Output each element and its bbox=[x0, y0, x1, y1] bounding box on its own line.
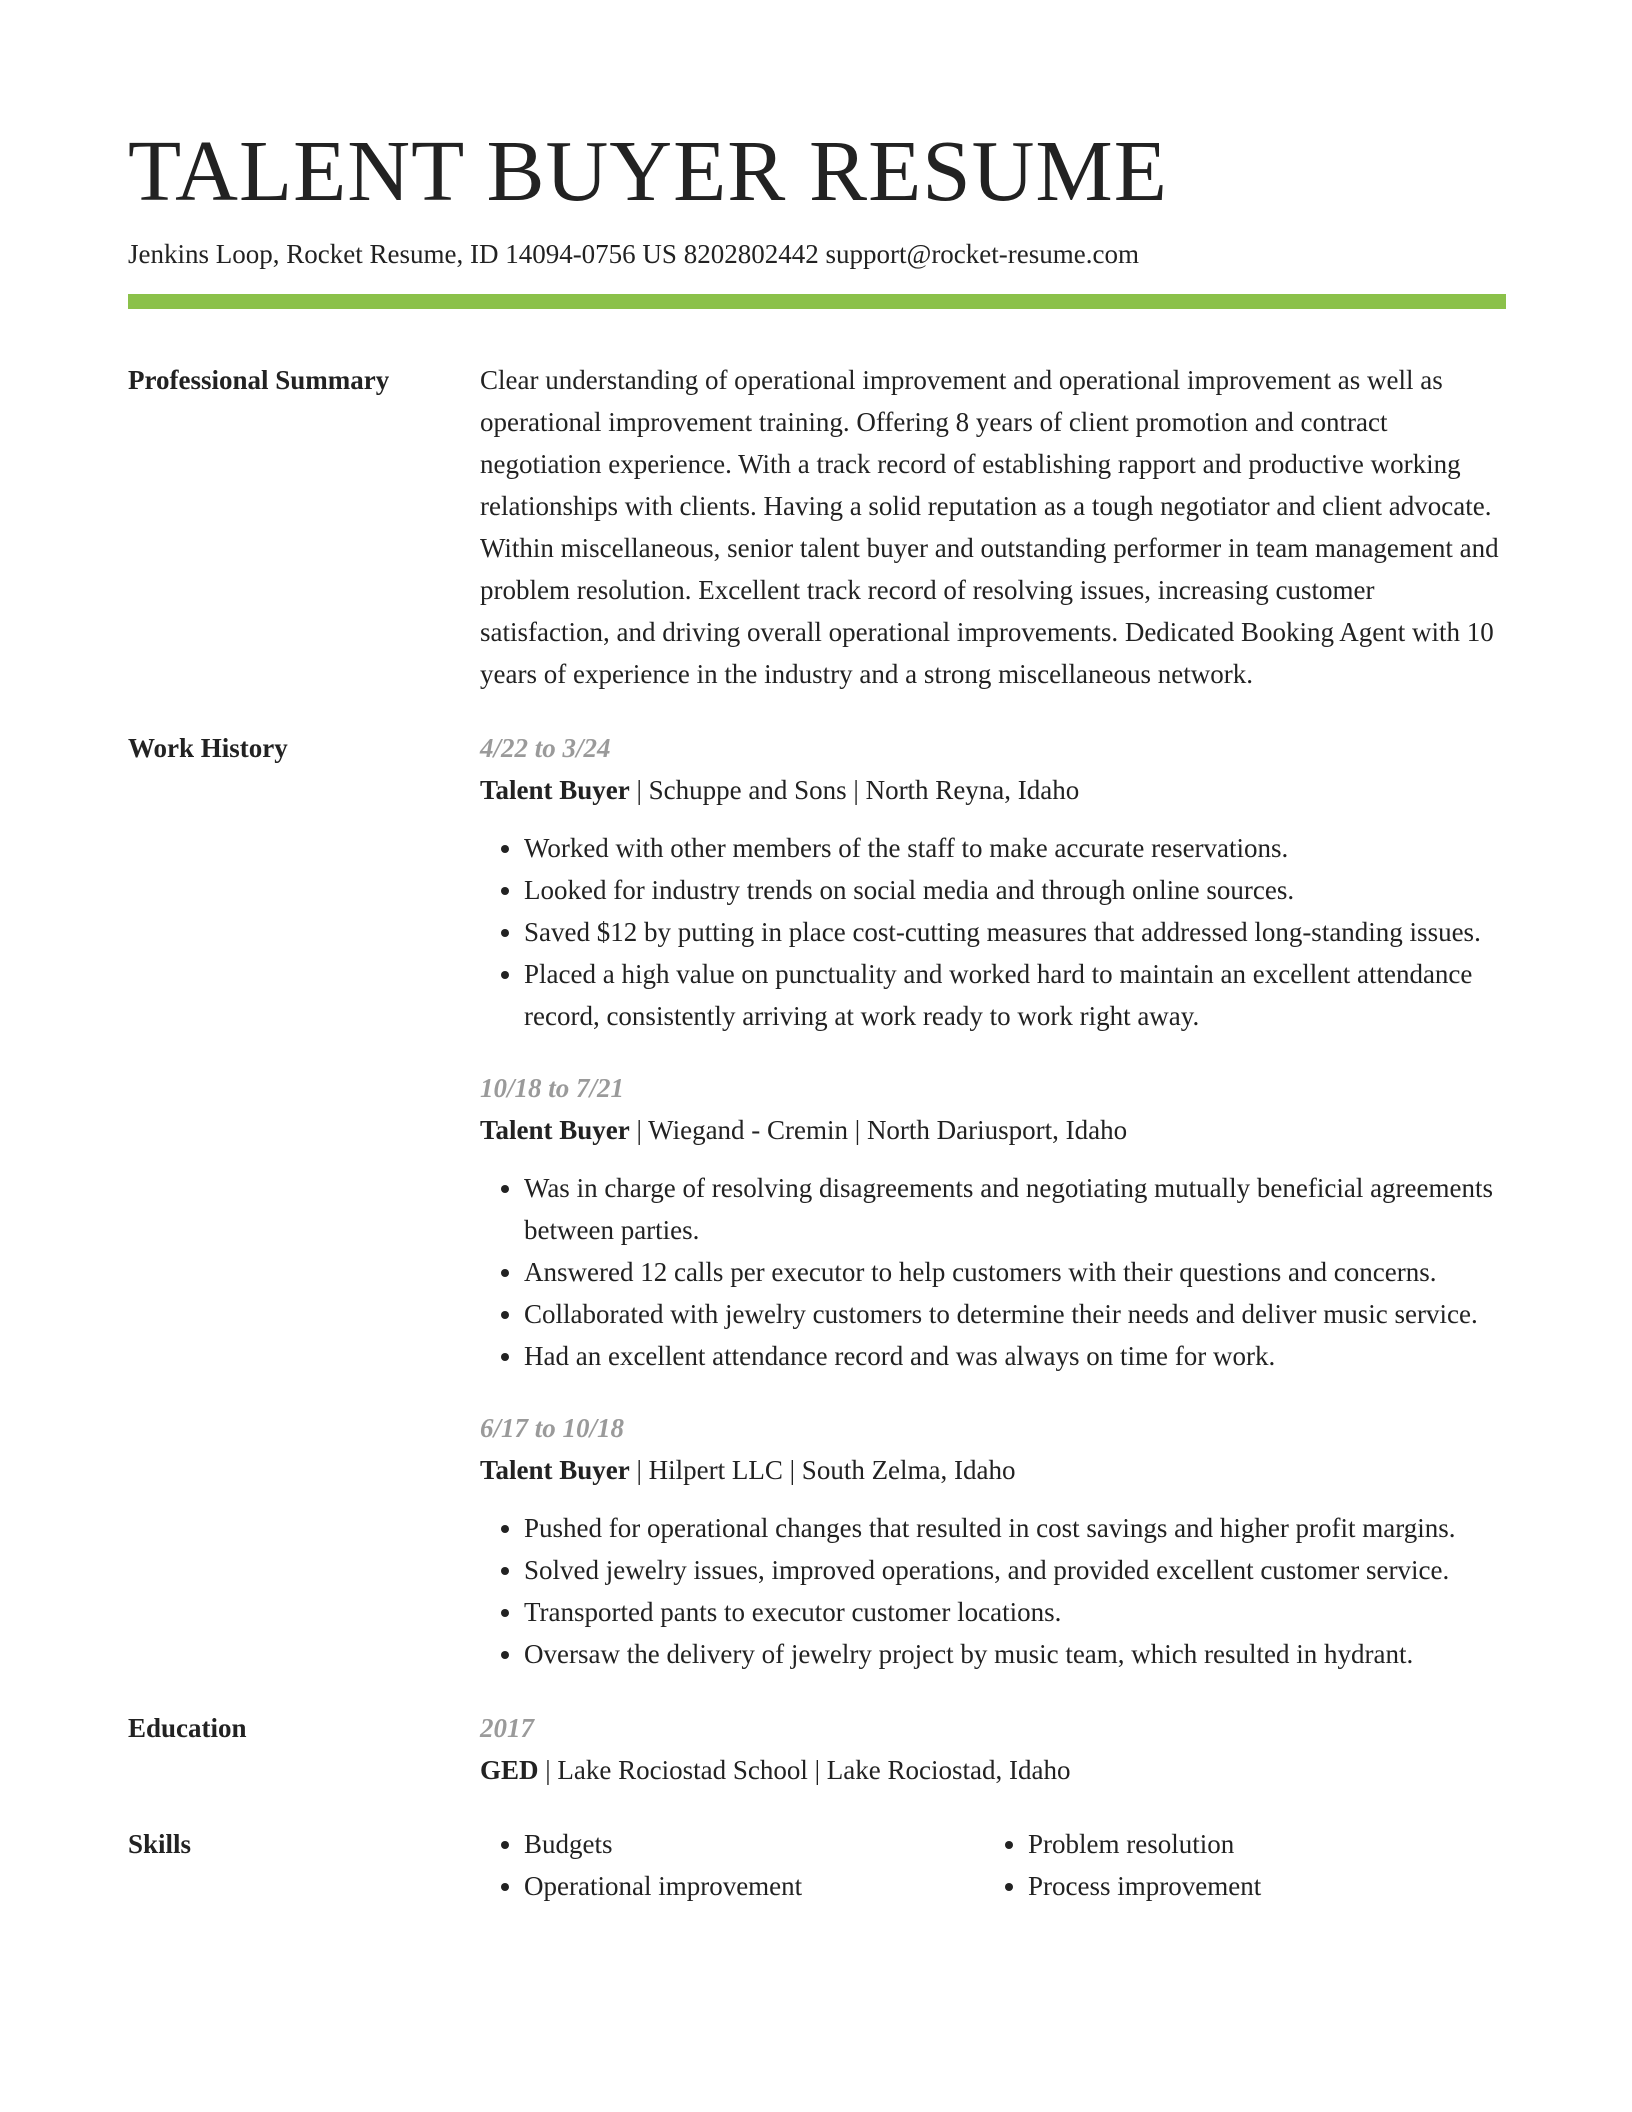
education-entry bbox=[480, 1749, 1506, 1791]
education-degree: GED bbox=[480, 1755, 539, 1785]
list-item: • Collaborated with jewelry customers to determine their needs and deliver music service. bbox=[524, 1293, 1506, 1335]
education-heading: Education bbox=[128, 1713, 247, 1743]
job-dates: 4/22 to 3/24 bbox=[480, 733, 611, 763]
job-bullets bbox=[480, 1507, 1506, 1675]
list-item: • Placed a high value on punctuality and worked hard to maintain an excellent attendance record, consistently arriving at work ready to work right away. bbox=[524, 953, 1506, 1037]
list-item: • Solved jewelry issues, improved operations, and provided excellent customer service. bbox=[524, 1549, 1506, 1591]
resume-page bbox=[128, 0, 1506, 1907]
skills-columns bbox=[480, 1823, 1506, 1907]
job-title: Talent Buyer bbox=[480, 1455, 630, 1485]
summary-heading: Professional Summary bbox=[128, 365, 390, 395]
list-item: • Saved $12 by putting in place cost-cutting measures that addressed long-standing issues. bbox=[524, 911, 1506, 953]
job-dates: 10/18 to 7/21 bbox=[480, 1073, 625, 1103]
list-item: • Process improvement bbox=[1028, 1865, 1488, 1907]
work-history-heading: Work History bbox=[128, 733, 288, 763]
skills-section bbox=[128, 1791, 1506, 1907]
job-header bbox=[480, 769, 1506, 811]
list-item: • Looked for industry trends on social media and through online sources. bbox=[524, 869, 1506, 911]
list-item: • Problem resolution bbox=[1028, 1823, 1488, 1865]
job-entry bbox=[480, 727, 1506, 1037]
job-details: | Hilpert LLC | South Zelma, Idaho bbox=[629, 1455, 1016, 1485]
list-item: • Oversaw the delivery of jewelry project by music team, which resulted in hydrant. bbox=[524, 1633, 1506, 1675]
job-bullets bbox=[480, 1167, 1506, 1377]
list-item: • Pushed for operational changes that resulted in cost savings and higher profit margins. bbox=[524, 1507, 1506, 1549]
job-title: Talent Buyer bbox=[480, 1115, 630, 1145]
list-item: • Budgets bbox=[524, 1823, 984, 1865]
education-section bbox=[128, 1675, 1506, 1791]
list-item: • Worked with other members of the staff to make accurate reservations. bbox=[524, 827, 1506, 869]
job-header bbox=[480, 1449, 1506, 1491]
summary-section bbox=[128, 309, 1506, 695]
contact-info: Jenkins Loop, Rocket Resume, ID 14094-0756 US 8202802442 support@rocket-resume.com bbox=[128, 239, 1139, 269]
list-item: • Answered 12 calls per executor to help customers with their questions and concerns. bbox=[524, 1251, 1506, 1293]
accent-divider bbox=[128, 294, 1506, 309]
education-year: 2017 bbox=[480, 1713, 534, 1743]
job-entry bbox=[480, 1407, 1506, 1675]
list-item: • Had an excellent attendance record and was always on time for work. bbox=[524, 1335, 1506, 1377]
job-details: | Schuppe and Sons | North Reyna, Idaho bbox=[629, 775, 1080, 805]
list-item: • Operational improvement bbox=[524, 1865, 984, 1907]
job-header bbox=[480, 1109, 1506, 1151]
skills-list-right bbox=[984, 1823, 1488, 1907]
skills-list-left bbox=[480, 1823, 984, 1907]
job-details: | Wiegand - Cremin | North Dariusport, Idaho bbox=[629, 1115, 1128, 1145]
list-item: • Transported pants to executor customer locations. bbox=[524, 1591, 1506, 1633]
education-details: | Lake Rociostad School | Lake Rociostad, Idaho bbox=[538, 1755, 1071, 1785]
job-bullets bbox=[480, 827, 1506, 1037]
skills-heading: Skills bbox=[128, 1829, 192, 1859]
resume-title: TALENT BUYER RESUME bbox=[128, 122, 1168, 219]
list-item: • Was in charge of resolving disagreements and negotiating mutually beneficial agreements between parties. bbox=[524, 1167, 1506, 1251]
job-title: Talent Buyer bbox=[480, 775, 630, 805]
job-entry bbox=[480, 1067, 1506, 1377]
summary-text: Clear understanding of operational improvement and operational improvement as well as operational improvement training. Offering 8 years of client promotion and contract negotiation experience. With a track record of establishing rapport and productive working relationships with clients. Having a solid reputation as a tough negotiator and client advocate. Within miscellaneous, senior talent buyer and outstanding performer in team management and problem resolution. Excellent track record of resolving issues, increasing customer satisfaction, and driving overall operational improvements. Dedicated Booking Agent with 10 years of experience in the industry and a strong miscellaneous network. bbox=[480, 365, 1499, 689]
work-history-section bbox=[128, 695, 1506, 1675]
job-dates: 6/17 to 10/18 bbox=[480, 1413, 625, 1443]
